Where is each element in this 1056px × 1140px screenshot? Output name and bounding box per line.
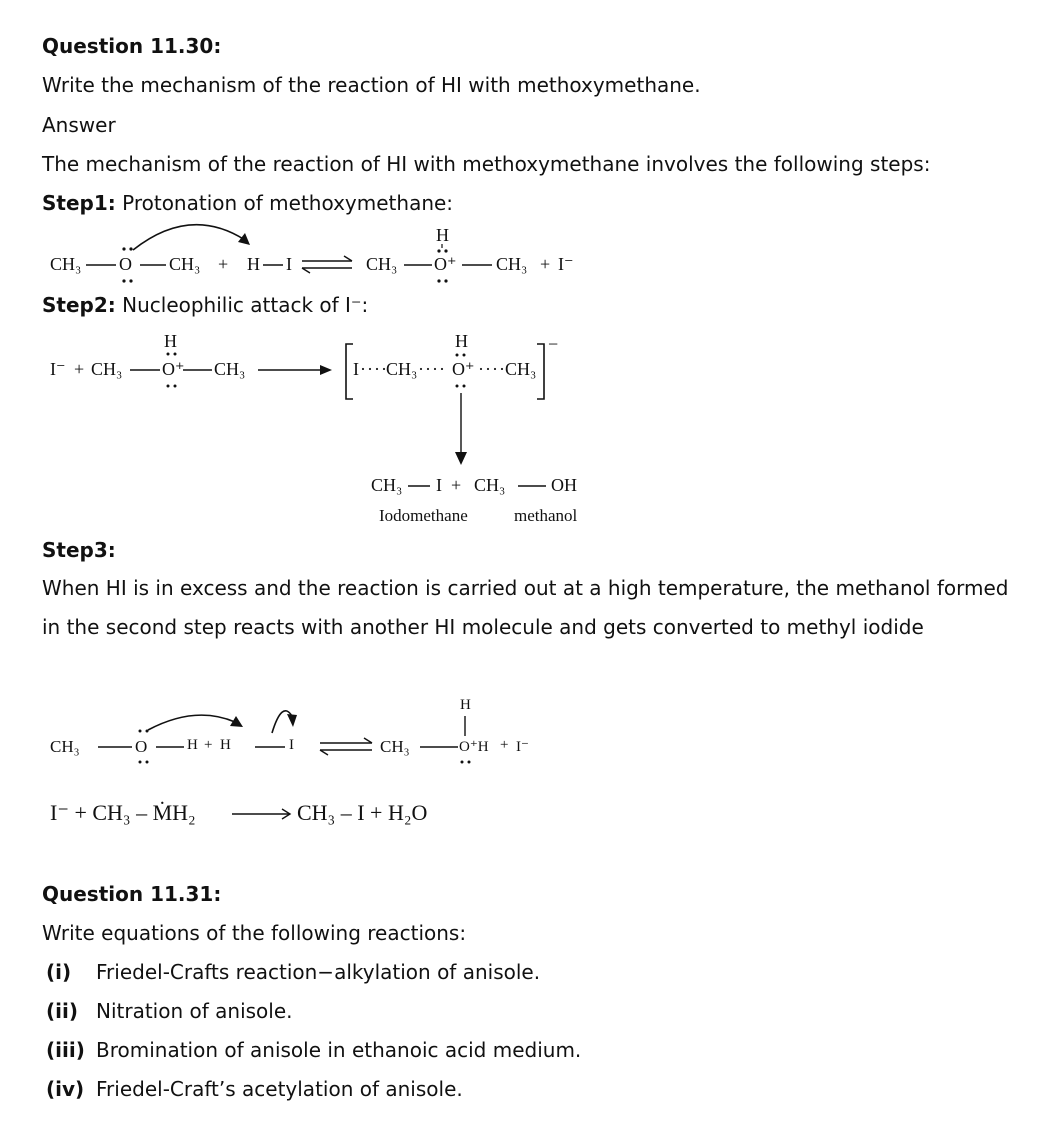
hydrogen: H	[455, 331, 468, 351]
ch3: CH₃	[169, 254, 201, 274]
step3-label: Step3:	[42, 538, 116, 562]
step1-text: Protonation of methoxymethane:	[115, 191, 454, 215]
answer-intro: The mechanism of the reaction of HI with methoxymethane involves the following steps:	[42, 152, 931, 176]
partial-bond: ····	[478, 359, 506, 379]
item-text: Nitration of anisole.	[96, 999, 293, 1023]
list-item	[46, 999, 293, 1023]
item-text: Friedel-Craft’s acetylation of anisole.	[96, 1077, 463, 1101]
oxygen: O	[119, 254, 132, 274]
answer-label: Answer	[42, 113, 116, 137]
item-text: Bromination of anisole in ethanoic acid medium.	[96, 1038, 582, 1062]
hydrogen: H	[247, 254, 260, 274]
ch3: CH₃	[91, 359, 123, 379]
iodide-ion: I⁻	[558, 254, 574, 274]
oxonium: O⁺	[452, 359, 475, 379]
plus: +	[204, 737, 213, 753]
q30-heading: Question 11.30:	[42, 34, 222, 58]
hydrogen: H	[220, 737, 231, 753]
final-reaction-right: CH₃ – I + H₂O	[297, 800, 428, 825]
item-number: (i)	[46, 960, 72, 984]
ch3: CH₃	[366, 254, 398, 274]
step2-text: Nucleophilic attack of I⁻:	[115, 293, 369, 317]
hydrogen: H	[187, 737, 198, 753]
q31-heading: Question 11.31:	[42, 882, 222, 906]
oxonium: O⁺	[434, 254, 457, 274]
partial-bond: ····	[418, 359, 446, 379]
item-number: (ii)	[46, 999, 78, 1023]
hydrogen: H	[460, 697, 471, 713]
hydroxyl: OH	[551, 475, 577, 495]
iodomethane-label: Iodomethane	[379, 506, 468, 525]
oxygen: O	[135, 737, 148, 756]
iodide-ion: I⁻	[516, 739, 529, 755]
item-text: Friedel-Crafts reaction−alkylation of anisole.	[96, 960, 541, 984]
list-item	[46, 1038, 581, 1062]
plus: +	[540, 254, 551, 274]
iodine: I	[353, 359, 359, 379]
ch3: CH₃	[474, 475, 506, 495]
plus: +	[451, 475, 462, 495]
list-item	[46, 1077, 463, 1101]
iodide-ion: I⁻	[50, 359, 66, 379]
iodine: I	[436, 475, 442, 495]
iodine: I	[289, 737, 294, 753]
hydrogen: H	[436, 225, 449, 245]
ch3: CH₃	[50, 254, 82, 274]
plus: +	[74, 359, 85, 379]
item-number: (iv)	[46, 1077, 85, 1101]
iodine: I	[286, 254, 292, 274]
ch3: CH₃	[50, 737, 80, 756]
ch3: CH₃	[505, 359, 537, 379]
hydrogen: H	[164, 331, 177, 351]
final-reaction-left: I⁻ + CH₃ – ṀH₂	[50, 800, 196, 825]
ch3: CH₃	[214, 359, 246, 379]
plus: +	[500, 737, 509, 753]
partial-bond: ····	[360, 359, 388, 379]
ch3: CH₃	[496, 254, 528, 274]
bracket-charge: −	[548, 334, 559, 354]
step1-label: Step1:	[42, 191, 116, 215]
step3-text: When HI is in excess and the reaction is carried out at a high temperature, the methanol formed in the second step reacts with another HI molecule and gets converted to methyl iodide	[42, 576, 1009, 639]
ch3: CH₃	[371, 475, 403, 495]
ch3: CH₃	[386, 359, 418, 379]
oxonium-h: O⁺H	[459, 739, 489, 755]
plus: +	[218, 254, 229, 274]
oxonium: O⁺	[162, 359, 185, 379]
list-item	[46, 960, 540, 984]
q31-question: Write equations of the following reactions:	[42, 921, 467, 945]
step2-label: Step2:	[42, 293, 116, 317]
ch3: CH₃	[380, 737, 410, 756]
item-number: (iii)	[46, 1038, 85, 1062]
methanol-label: methanol	[514, 506, 578, 525]
q30-question: Write the mechanism of the reaction of HI with methoxymethane.	[42, 73, 701, 97]
